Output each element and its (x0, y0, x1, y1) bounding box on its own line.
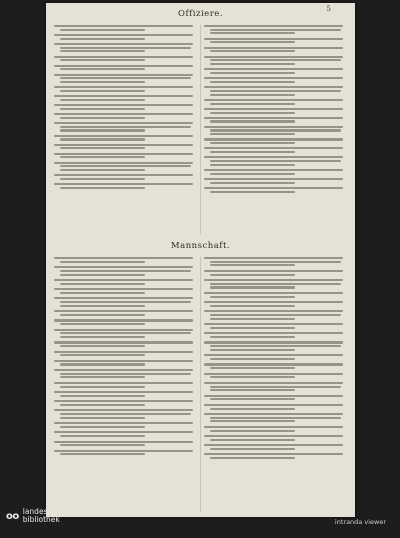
text-line (204, 332, 343, 334)
text-line (204, 108, 343, 110)
list-entry (54, 104, 196, 110)
text-line (60, 292, 145, 294)
text-line (54, 409, 193, 411)
list-entry (54, 122, 196, 131)
text-line (210, 457, 295, 459)
text-line (204, 382, 343, 384)
text-line (60, 395, 145, 397)
list-entry (204, 38, 346, 44)
library-logo (6, 508, 60, 524)
list-entry (204, 301, 346, 307)
text-line (210, 417, 341, 419)
list-entry (54, 310, 196, 316)
text-line (204, 435, 343, 437)
list-entry (54, 382, 196, 388)
text-line (54, 25, 193, 27)
list-entry (54, 43, 196, 52)
list-entry (54, 174, 196, 180)
list-entry (54, 422, 196, 428)
text-line (54, 329, 193, 331)
list-entry (204, 126, 346, 135)
text-line (60, 138, 145, 140)
list-entry (54, 297, 196, 306)
text-line (210, 439, 295, 441)
text-line (60, 314, 145, 316)
list-entry (54, 65, 196, 71)
text-line (54, 153, 193, 155)
list-entry (54, 431, 196, 437)
list-entry (204, 363, 346, 369)
text-line (60, 305, 145, 307)
text-line (210, 103, 295, 105)
text-line (60, 332, 191, 334)
list-entry (204, 395, 346, 401)
text-line (54, 351, 193, 353)
logo-line-1: landes (22, 507, 48, 516)
text-line (210, 408, 295, 410)
text-line (204, 323, 343, 325)
text-line (54, 400, 193, 402)
text-line (210, 345, 341, 347)
list-entry (204, 108, 346, 114)
text-line (204, 47, 343, 49)
text-line (60, 156, 145, 158)
list-entry (54, 34, 196, 40)
text-line (210, 327, 295, 329)
text-line (210, 133, 295, 135)
text-line (210, 336, 295, 338)
text-line (210, 420, 295, 422)
list-entry (54, 288, 196, 294)
text-line (60, 283, 145, 285)
text-line (54, 319, 193, 321)
text-line (54, 122, 193, 124)
text-line (60, 29, 145, 31)
text-line (210, 29, 341, 31)
text-line (210, 94, 295, 96)
text-line (210, 305, 295, 307)
text-line (204, 395, 343, 397)
text-line (54, 56, 193, 58)
text-line (60, 417, 145, 419)
list-entry (204, 117, 346, 123)
list-entry (54, 135, 196, 141)
list-entry (204, 382, 346, 391)
list-entry (54, 319, 196, 325)
text-line (204, 38, 343, 40)
text-line (60, 274, 145, 276)
text-line (210, 398, 295, 400)
text-line (210, 318, 295, 320)
text-line (60, 178, 145, 180)
crew-column-right (204, 257, 346, 459)
list-entry (204, 187, 346, 193)
crew-column-left (54, 257, 196, 455)
list-entry (204, 426, 346, 432)
list-entry (54, 266, 196, 275)
text-line (204, 77, 343, 79)
section-title-crew: Mannschaft. (170, 241, 231, 251)
text-line (204, 138, 343, 140)
list-entry (204, 257, 346, 266)
text-line (204, 156, 343, 158)
text-line (204, 99, 343, 101)
text-line (54, 43, 193, 45)
text-line (210, 32, 295, 34)
text-line (204, 404, 343, 406)
section-title-officers: Offiziere. (177, 9, 223, 19)
list-entry (54, 257, 196, 263)
text-line (60, 165, 191, 167)
text-line (60, 90, 145, 92)
text-line (210, 120, 295, 122)
text-line (204, 68, 343, 70)
text-line (204, 187, 343, 189)
list-entry (204, 341, 346, 350)
text-line (204, 310, 343, 312)
list-entry (204, 68, 346, 74)
text-line (204, 354, 343, 356)
text-line (60, 99, 145, 101)
text-line (210, 386, 341, 388)
text-line (60, 336, 145, 338)
text-line (210, 112, 295, 114)
text-line (210, 160, 341, 162)
list-entry (54, 86, 196, 92)
text-line (60, 413, 191, 415)
text-line (204, 56, 343, 58)
list-entry (204, 373, 346, 379)
list-entry (54, 56, 196, 62)
list-entry (54, 351, 196, 357)
text-line (210, 72, 295, 74)
list-entry (204, 323, 346, 329)
text-line (54, 135, 193, 137)
text-line (54, 369, 193, 371)
text-line (204, 453, 343, 455)
text-line (204, 444, 343, 446)
text-line (210, 90, 341, 92)
text-line (54, 382, 193, 384)
text-line (210, 151, 295, 153)
text-line (54, 431, 193, 433)
text-line (210, 173, 295, 175)
text-line (54, 34, 193, 36)
officers-column-right (204, 25, 346, 193)
text-line (60, 426, 145, 428)
text-line (54, 279, 193, 281)
text-line (54, 422, 193, 424)
list-entry (54, 369, 196, 378)
list-entry (204, 413, 346, 422)
text-line (204, 373, 343, 375)
text-line (210, 182, 295, 184)
text-line (210, 349, 295, 351)
text-line (204, 341, 343, 343)
text-line (54, 310, 193, 312)
list-entry (54, 162, 196, 171)
text-line (54, 144, 193, 146)
list-entry (54, 329, 196, 338)
text-line (210, 142, 295, 144)
text-line (54, 174, 193, 176)
list-entry (204, 270, 346, 276)
text-line (210, 389, 295, 391)
list-entry (204, 147, 346, 153)
list-entry (204, 404, 346, 410)
text-line (60, 77, 191, 79)
text-line (54, 74, 193, 76)
text-line (60, 435, 145, 437)
text-line (210, 367, 295, 369)
text-line (54, 266, 193, 268)
list-entry (204, 77, 346, 83)
list-entry (204, 99, 346, 105)
text-line (60, 108, 145, 110)
text-line (54, 360, 193, 362)
logo-text (23, 508, 60, 524)
text-line (204, 147, 343, 149)
list-entry (54, 391, 196, 397)
text-line (60, 169, 145, 171)
text-line (210, 261, 341, 263)
list-entry (54, 360, 196, 366)
text-line (60, 345, 145, 347)
text-line (54, 297, 193, 299)
text-line (204, 169, 343, 171)
text-line (54, 183, 193, 185)
text-line (204, 270, 343, 272)
list-entry (54, 25, 196, 31)
text-line (210, 314, 341, 316)
text-line (210, 129, 341, 131)
text-line (204, 257, 343, 259)
text-line (204, 413, 343, 415)
text-line (210, 191, 295, 193)
text-line (60, 126, 191, 128)
list-entry (204, 138, 346, 144)
list-entry (54, 144, 196, 150)
text-line (204, 279, 343, 281)
list-entry (204, 86, 346, 95)
text-line (204, 426, 343, 428)
list-entry (204, 292, 346, 298)
list-entry (54, 400, 196, 406)
text-line (210, 50, 295, 52)
text-line (60, 453, 145, 455)
text-line (204, 25, 343, 27)
text-line (210, 430, 295, 432)
text-line (210, 358, 295, 360)
text-line (210, 164, 295, 166)
list-entry (54, 113, 196, 119)
list-entry (54, 409, 196, 418)
text-line (54, 450, 193, 452)
text-line (210, 448, 295, 450)
list-entry (204, 310, 346, 319)
text-line (60, 117, 145, 119)
list-entry (54, 341, 196, 347)
text-line (204, 363, 343, 365)
text-line (60, 373, 191, 375)
officers-column-left (54, 25, 196, 189)
text-line (60, 38, 145, 40)
logo-line-2: bibliothek (22, 515, 60, 524)
text-line (60, 270, 191, 272)
page-number: 5 (326, 5, 331, 13)
text-line (54, 391, 193, 393)
text-line (210, 376, 295, 378)
text-line (204, 86, 343, 88)
list-entry (204, 453, 346, 459)
text-line (204, 292, 343, 294)
text-line (60, 50, 145, 52)
text-line (60, 323, 145, 325)
list-entry (204, 435, 346, 441)
text-line (54, 65, 193, 67)
list-entry (204, 279, 346, 288)
text-line (204, 117, 343, 119)
text-line (60, 301, 191, 303)
text-line (60, 386, 145, 388)
text-line (60, 376, 145, 378)
text-line (54, 104, 193, 106)
list-entry (54, 74, 196, 83)
list-entry (204, 56, 346, 65)
text-line (60, 354, 145, 356)
text-line (210, 286, 295, 288)
text-line (60, 187, 145, 189)
text-line (60, 81, 145, 83)
list-entry (204, 156, 346, 165)
text-line (54, 288, 193, 290)
text-line (54, 341, 193, 343)
text-line (210, 264, 295, 266)
text-line (210, 41, 295, 43)
text-line (60, 129, 145, 131)
list-entry (204, 25, 346, 34)
text-line (54, 441, 193, 443)
column-divider (200, 25, 201, 235)
list-entry (204, 169, 346, 175)
text-line (210, 63, 295, 65)
list-entry (54, 153, 196, 159)
text-line (204, 178, 343, 180)
text-line (54, 113, 193, 115)
text-line (54, 86, 193, 88)
list-entry (204, 47, 346, 53)
list-entry (54, 279, 196, 285)
list-entry (54, 95, 196, 101)
logo-mark: oo (6, 510, 19, 522)
text-line (54, 257, 193, 259)
list-entry (204, 354, 346, 360)
text-line (54, 162, 193, 164)
text-line (204, 126, 343, 128)
text-line (60, 147, 145, 149)
text-line (54, 95, 193, 97)
text-line (60, 47, 191, 49)
text-line (210, 296, 295, 298)
list-entry (204, 444, 346, 450)
column-divider (200, 257, 201, 512)
list-entry (204, 178, 346, 184)
text-line (210, 59, 341, 61)
document-page (46, 3, 355, 517)
text-line (60, 68, 145, 70)
list-entry (54, 183, 196, 189)
text-line (210, 81, 295, 83)
list-entry (54, 441, 196, 447)
text-line (60, 444, 145, 446)
text-line (60, 404, 145, 406)
text-line (204, 301, 343, 303)
text-line (60, 261, 145, 263)
text-line (210, 274, 295, 276)
viewer-label: intranda viewer (334, 518, 386, 526)
text-line (60, 59, 145, 61)
list-entry (54, 450, 196, 456)
text-line (210, 283, 341, 285)
text-line (60, 363, 145, 365)
list-entry (204, 332, 346, 338)
